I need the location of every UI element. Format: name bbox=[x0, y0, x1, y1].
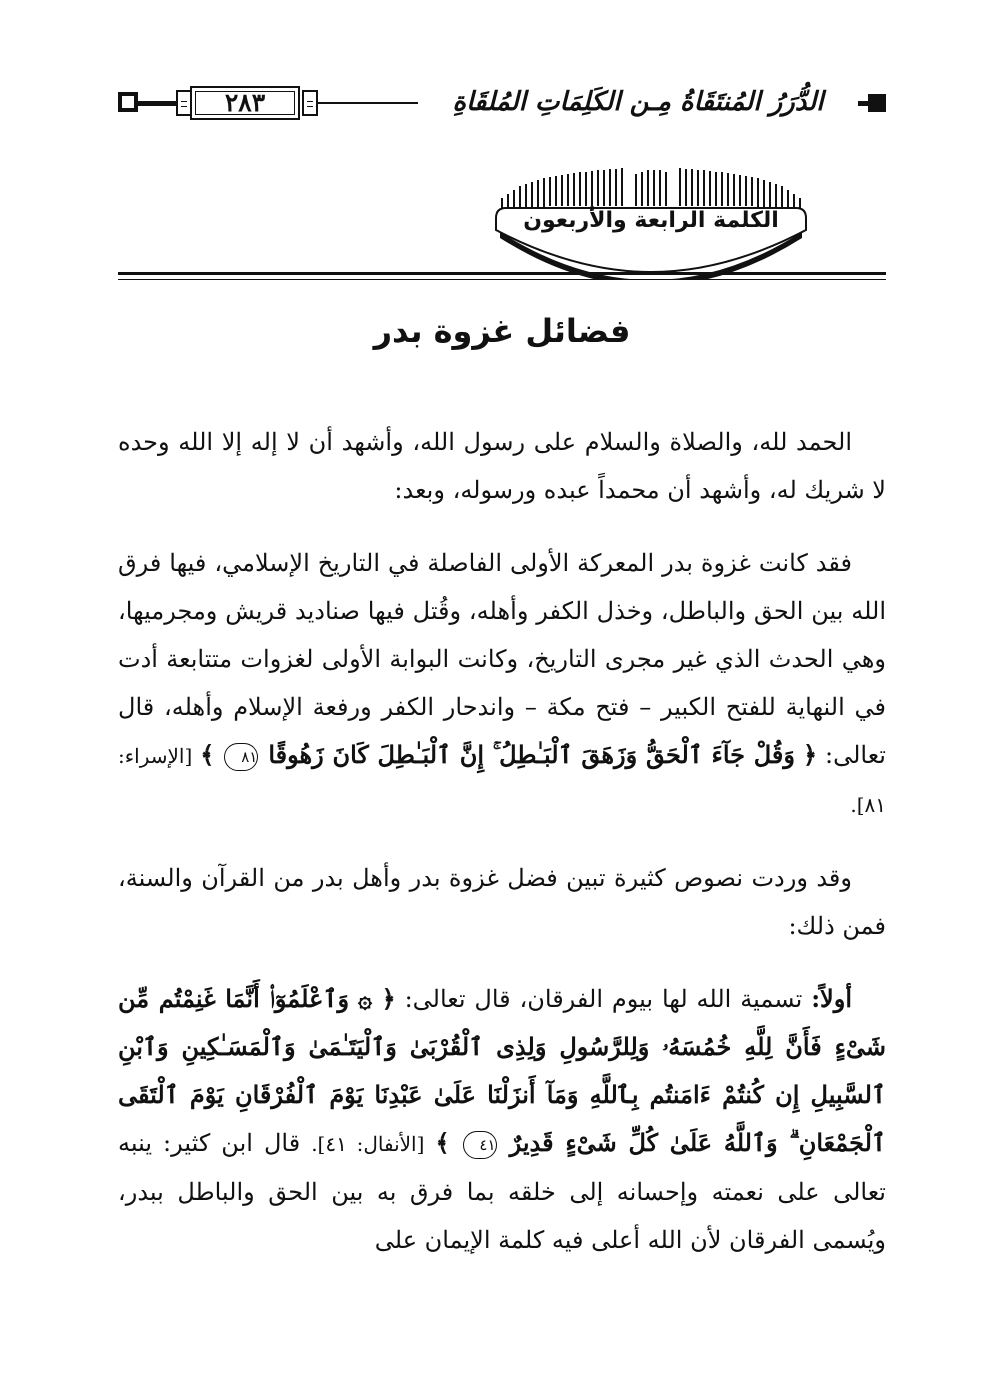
filled-square-icon bbox=[868, 94, 886, 112]
section-divider bbox=[118, 272, 886, 280]
paragraph-badr: فقد كانت غزوة بدر المعركة الأولى الفاصلة في التاريخ الإسلامي، فيها فرق الله بين الحق والباطل، وخذل الكفر وأهله، وقُتل فيها صناديد قريش ومجرميها، وهي الحدث الذي غير مجرى التاريخ، وكانت البوابة الأولى لغزوات متتابعة أدت في النهاية للفتح الكبير – فتح مكة – واندحار الكفر ورفعة الإسلام وأهله، قال تعالى: ﴿ وَقُلْ جَآءَ ٱلْحَقُّ وَزَهَقَ ٱلْبَـٰطِلُ ۚ إِنَّ ٱلْبَـٰطِلَ كَانَ زَهُوقًا ٨١ ﴾ [الإسراء: ٨١]. bbox=[118, 549, 886, 817]
paragraph-intro: الحمد لله، والصلاة والسلام على رسول الله، وأشهد أن لا إله إلا الله وحده لا شريك له، وأشهد أن محمداً عبده ورسوله، وبعد: bbox=[118, 428, 886, 504]
knot-ornament-icon bbox=[302, 90, 318, 116]
running-header bbox=[118, 86, 886, 122]
article-body bbox=[118, 418, 886, 1289]
chapter-ornament bbox=[486, 168, 816, 280]
quran-verse: وَٱعْلَمُوٓا۟ أَنَّمَا غَنِمْتُم مِّن شَىْءٍ فَأَنَّ لِلَّهِ خُمُسَهُۥ وَلِلرَّسُولِ وَلِذِى ٱلْقُرْبَىٰ وَٱلْيَتَـٰمَىٰ وَٱلْمَسَـٰكِينِ وَٱبْنِ ٱلسَّبِيلِ إِن كُنتُمْ ءَامَنتُم بِٱللَّهِ وَمَآ أَنزَلْنَا عَلَىٰ عَبْدِنَا يَوْمَ ٱلْفُرْقَانِ يَوْمَ ٱلْتَقَى ٱلْجَمْعَانِ ۗ وَٱللَّهُ عَلَىٰ كُلِّ شَىْءٍ قَدِيرٌ bbox=[118, 984, 886, 1157]
verse-reference: [الأنفال: ٤١]. bbox=[311, 1132, 425, 1156]
ayah-number-badge: ٨١ bbox=[224, 743, 258, 771]
quran-close-bracket: ﴾ bbox=[200, 740, 215, 769]
verse-reference: [الإسراء: ٨١]. bbox=[118, 744, 886, 817]
chapter-label: الكلمة الرابعة والأربعون bbox=[523, 208, 779, 233]
ayah-number-badge: ٤١ bbox=[463, 1131, 497, 1159]
quran-open-bracket: ﴿ bbox=[802, 740, 818, 769]
quran-verse: وَقُلْ جَآءَ ٱلْحَقُّ وَزَهَقَ ٱلْبَـٰطِلُ ۚ إِنَّ ٱلْبَـٰطِلَ كَانَ زَهُوقًا bbox=[268, 740, 795, 769]
page-number: ٢٨٣ bbox=[224, 88, 266, 117]
tafsir-quote: قال ابن كثير: ينبه تعالى على نعمته وإحسانه إلى خلقه بما فرق به بين الحق والباطل ببدر، ويُسمى الفرقان لأن الله أعلى فيه كلمة الإيمان على bbox=[118, 1129, 886, 1254]
book-title: الدُّرَرُ المُنتَقَاةُ مِـن الكَلِمَاتِ المُلقَاةِ bbox=[418, 82, 858, 122]
quran-close-bracket: ﴾ bbox=[435, 1128, 450, 1157]
list-marker: أولاً: bbox=[811, 984, 852, 1013]
square-ornament-icon bbox=[118, 92, 138, 112]
quran-open-bracket: ﴿ ۞ bbox=[357, 984, 396, 1013]
paragraph-texts: وقد وردت نصوص كثيرة تبين فضل غزوة بدر وأهل بدر من القرآن والسنة، فمن ذلك: bbox=[118, 864, 886, 940]
paragraph-first-virtue: أولاً: تسمية الله لها بيوم الفرقان، قال تعالى: ﴿ ۞ وَٱعْلَمُوٓا۟ أَنَّمَا غَنِمْتُم مِّن شَىْءٍ فَأَنَّ لِلَّهِ خُمُسَهُۥ وَلِلرَّسُولِ وَلِذِى ٱلْقُرْبَىٰ وَٱلْيَتَـٰمَىٰ وَٱلْمَسَـٰكِينِ وَٱبْنِ ٱلسَّبِيلِ إِن كُنتُمْ ءَامَنتُم بِٱللَّهِ وَمَآ أَنزَلْنَا عَلَىٰ عَبْدِنَا يَوْمَ ٱلْفُرْقَانِ يَوْمَ ٱلْتَقَى ٱلْجَمْعَانِ ۗ وَٱللَّهُ عَلَىٰ كُلِّ شَىْءٍ قَدِيرٌ ٤١ ﴾ [الأنفال: ٤١]. قال ابن كثير: ينبه تعالى على نعمته وإحسانه إلى خلقه بما فرق به بين الحق والباطل ببدر، ويُسمى الفرقان لأن الله أعلى فيه كلمة الإيمان على bbox=[118, 984, 886, 1254]
article-title: فضائل غزوة بدر bbox=[373, 312, 631, 350]
